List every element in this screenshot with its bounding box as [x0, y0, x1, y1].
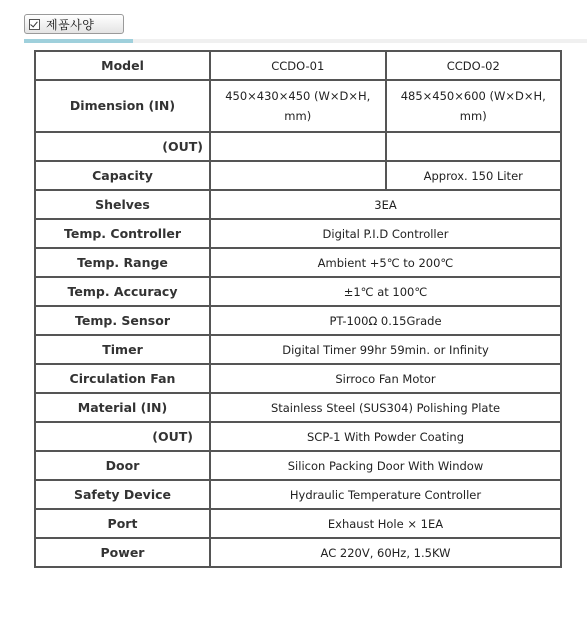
- dimension-in-2: 485×450×600 (W×D×H, mm): [386, 80, 562, 132]
- row-value: Digital P.I.D Controller: [210, 219, 561, 248]
- checkbox-icon: [29, 19, 40, 30]
- table-row: [35, 80, 561, 132]
- row-value: SCP-1 With Powder Coating: [210, 422, 561, 451]
- dimension-in-1: 450×430×450 (W×D×H, mm): [210, 80, 386, 132]
- spec-table: [34, 50, 562, 568]
- table-row: [35, 306, 561, 335]
- row-label: Shelves: [35, 190, 210, 219]
- row-label: Dimension (IN): [35, 80, 210, 132]
- dimension-out-1: [210, 132, 386, 161]
- row-value: Ambient +5℃ to 200℃: [210, 248, 561, 277]
- table-row: [35, 451, 561, 480]
- row-label: (OUT): [35, 422, 210, 451]
- row-label: Port: [35, 509, 210, 538]
- capacity-2: Approx. 150 Liter: [386, 161, 562, 190]
- row-value: Exhaust Hole × 1EA: [210, 509, 561, 538]
- row-value: Sirroco Fan Motor: [210, 364, 561, 393]
- table-row: [35, 509, 561, 538]
- table-row: [35, 248, 561, 277]
- section-underline: [133, 39, 587, 43]
- table-row: [35, 364, 561, 393]
- row-label: Circulation Fan: [35, 364, 210, 393]
- row-value: Digital Timer 99hr 59min. or Infinity: [210, 335, 561, 364]
- dimension-out-2: [386, 132, 562, 161]
- row-label: Timer: [35, 335, 210, 364]
- row-value: 3EA: [210, 190, 561, 219]
- table-row: [35, 132, 561, 161]
- row-label: Capacity: [35, 161, 210, 190]
- row-value: AC 220V, 60Hz, 1.5KW: [210, 538, 561, 567]
- table-row: [35, 480, 561, 509]
- row-value: ±1℃ at 100℃: [210, 277, 561, 306]
- table-row: [35, 190, 561, 219]
- table-row: [35, 538, 561, 567]
- model-1: CCDO-01: [210, 51, 386, 80]
- row-label: Temp. Sensor: [35, 306, 210, 335]
- section-underline-accent: [24, 39, 133, 43]
- row-label: Temp. Controller: [35, 219, 210, 248]
- table-row: [35, 393, 561, 422]
- capacity-1: [210, 161, 386, 190]
- table-row: [35, 219, 561, 248]
- row-label: Temp. Accuracy: [35, 277, 210, 306]
- row-value: Stainless Steel (SUS304) Polishing Plate: [210, 393, 561, 422]
- row-label: Door: [35, 451, 210, 480]
- section-tab: [24, 14, 124, 34]
- row-label: (OUT): [35, 132, 210, 161]
- row-value: Silicon Packing Door With Window: [210, 451, 561, 480]
- table-row: [35, 51, 561, 80]
- table-row: [35, 335, 561, 364]
- row-label: Material (IN): [35, 393, 210, 422]
- table-row: [35, 161, 561, 190]
- table-row: [35, 277, 561, 306]
- model-2: CCDO-02: [386, 51, 562, 80]
- row-label: Model: [35, 51, 210, 80]
- section-tab-label: 제품사양: [46, 17, 95, 32]
- row-label: Safety Device: [35, 480, 210, 509]
- row-label: Temp. Range: [35, 248, 210, 277]
- row-label: Power: [35, 538, 210, 567]
- row-value: PT-100Ω 0.15Grade: [210, 306, 561, 335]
- row-value: Hydraulic Temperature Controller: [210, 480, 561, 509]
- table-row: [35, 422, 561, 451]
